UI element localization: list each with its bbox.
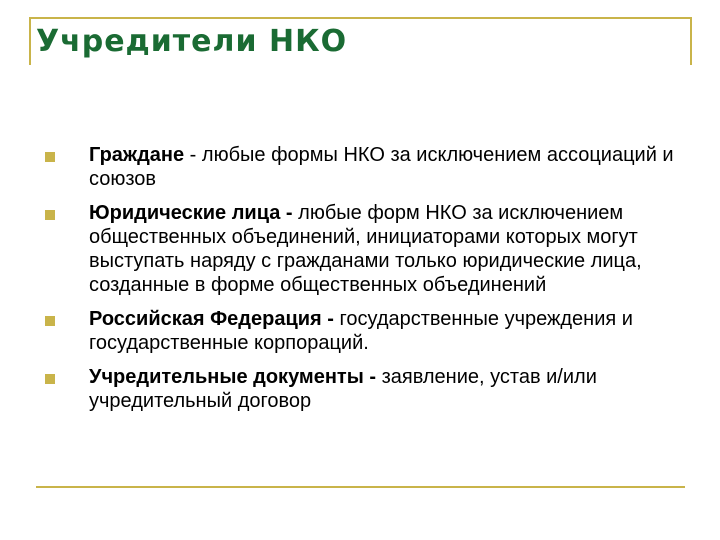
frame-right-line [690, 17, 692, 65]
bullet-text: - любые формы НКО за исключением ассоциаций и союзов [89, 144, 674, 190]
square-bullet-icon [45, 374, 55, 384]
bullet-term: Граждане [89, 144, 185, 166]
bullet-term: Учредительные документы - [89, 366, 377, 388]
bullet-text: любые форм НКО за исключением общественных объединений, инициаторами которых могут выступать наряду с гражданами только юридические лица, созданные в форме общественных объединений [89, 202, 642, 296]
square-bullet-icon [45, 210, 55, 220]
frame-top-line [29, 17, 692, 19]
bullet-item-legal-entities [45, 201, 685, 297]
bullet-term: Юридические лица - [89, 202, 293, 224]
bullet-item-founding-documents [45, 365, 685, 413]
bullet-text: заявление, устав и/или учредительный договор [89, 366, 597, 412]
bullet-text: государственные учреждения и государственные корпораций. [89, 308, 633, 354]
bullet-item-citizens [45, 143, 685, 191]
bullet-term: Российская Федерация - [89, 308, 334, 330]
bullet-list [45, 143, 685, 423]
bullet-item-russian-federation [45, 307, 685, 355]
square-bullet-icon [45, 152, 55, 162]
slide-title: Учредители НКО [36, 24, 348, 59]
frame-left-line [29, 17, 31, 65]
frame-bottom-line [36, 486, 685, 488]
square-bullet-icon [45, 316, 55, 326]
